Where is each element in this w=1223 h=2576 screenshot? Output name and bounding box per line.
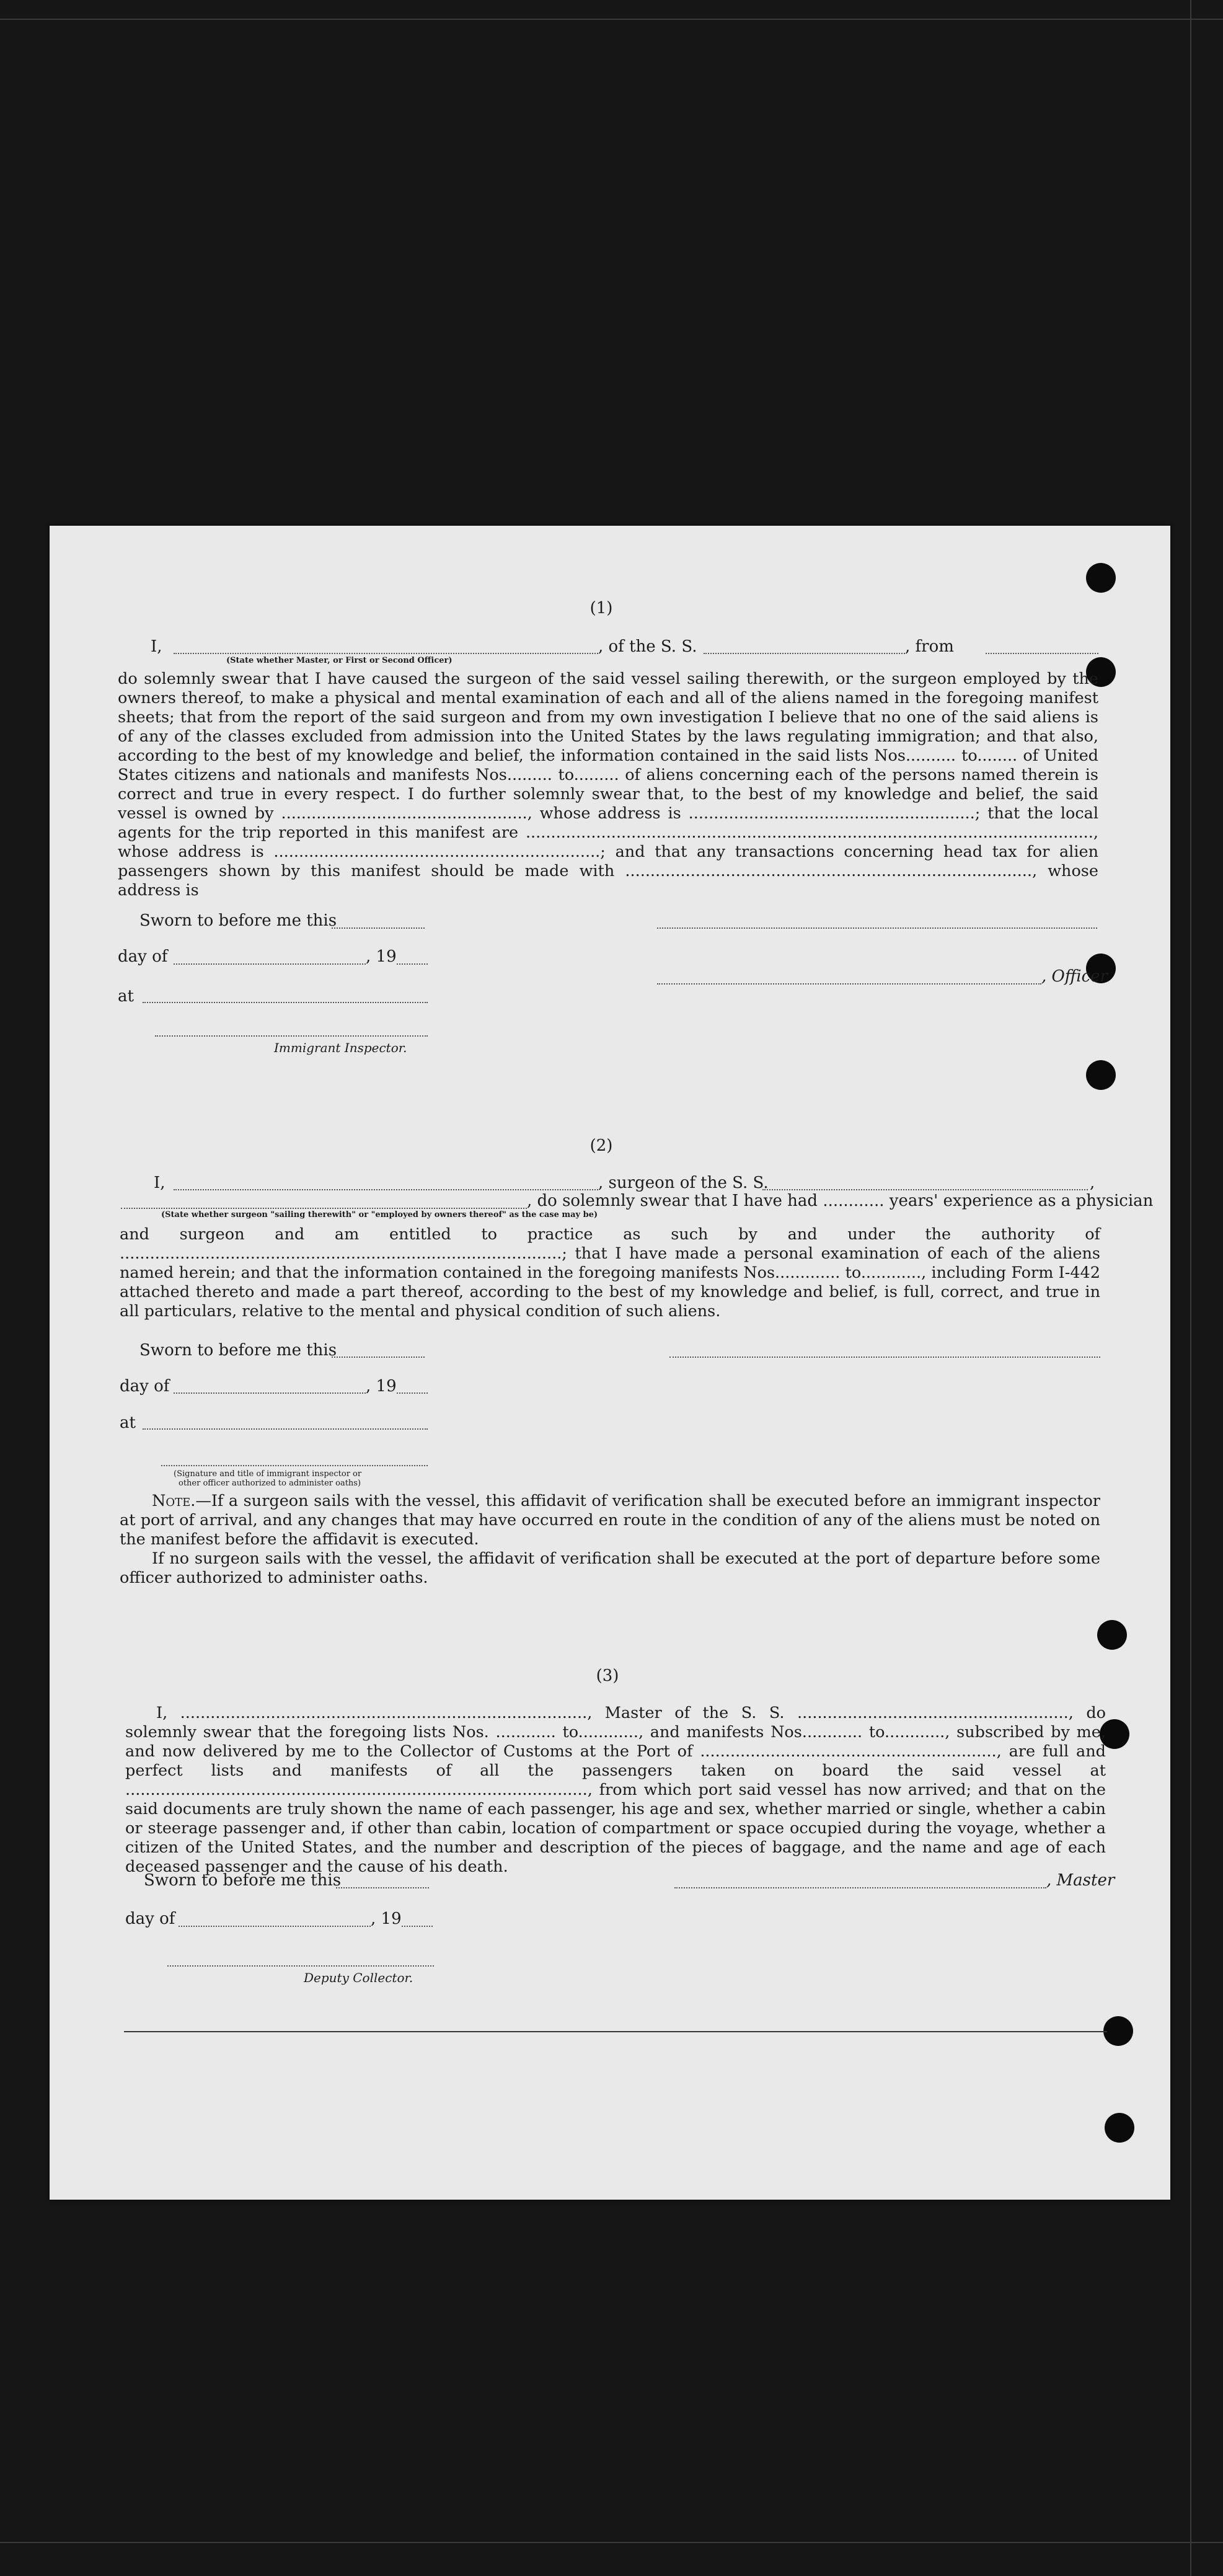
blank-sworn-date: [336, 1887, 429, 1888]
blank-inspector-signature: [161, 1465, 428, 1466]
blank-year: [397, 963, 428, 965]
caption-surgeon-status: (State whether surgeon "sailing therewith" or "employed by owners thereof" as the case may be): [161, 1210, 598, 1219]
master-oath-body: I, ................................................................................., Master of the S. S. ......................................................, do solemnly swear that the foregoing lists Nos. ............ to............, and manifests Nos............ to............, subscribed by me, and now delivered by me to the Collector of Customs at the Port of ..........................................................., are full and perfect lists and manifests of all the passengers taken on board the said vessel at ............................................................................................, from which port said vessel has now arrived; and that on the said documents are truly shown the name of each passenger, his age and sex, whether married or single, whether a cabin or steerage passenger and, if other than cabin, location of compartment or space occupied during the voyage, whether a citizen of the United States, and the number and description of the pieces of baggage, and the name and age of each deceased passenger and the cause of his death.: [125, 1704, 1106, 1876]
blank-surgeon-signature: [669, 1357, 1100, 1358]
punch-hole: [1086, 1060, 1116, 1090]
manifest-page: [50, 526, 1170, 2200]
blank-surgeon-name: [174, 1189, 598, 1190]
blank-vessel-name: [762, 1189, 1088, 1190]
blank-month: [174, 1392, 366, 1394]
film-frame-line-right: [1190, 0, 1191, 2576]
blank-sworn-date: [332, 927, 425, 929]
blank-officer-rank: [174, 653, 598, 654]
film-frame-line-bottom: [0, 2542, 1223, 2543]
blank-signature: [657, 927, 1097, 929]
blank-inspector-signature: [155, 1035, 428, 1037]
film-frame-line-top: [0, 19, 1223, 20]
day-of-text: day of: [125, 1910, 175, 1928]
sworn-text: Sworn to before me this: [139, 911, 337, 930]
bottom-rule: [124, 2031, 1107, 2032]
section-number: (1): [589, 599, 613, 617]
text-from: , from: [905, 637, 954, 656]
blank-port-from: [986, 653, 1098, 654]
blank-sworn-date: [332, 1357, 425, 1358]
blank-month: [179, 1926, 371, 1927]
master-label: , Master: [1046, 1871, 1115, 1890]
section-number: (2): [589, 1136, 613, 1155]
year-text: , 19: [366, 1377, 397, 1396]
note2-paragraph: If no surgeon sails with the vessel, the affidavit of verification shall be executed at the port of departure before some officer authorized to administer oaths.: [120, 1549, 1100, 1587]
caption-signature-1: (Signature and title of immigrant inspector or: [174, 1469, 362, 1479]
punch-hole: [1097, 1620, 1127, 1650]
blank-place: [143, 1428, 428, 1430]
sworn-text: Sworn to before me this: [139, 1341, 337, 1360]
caption-signature-2: other officer authorized to administer oaths): [179, 1479, 361, 1488]
text-experience: , do solemnly swear that I have had ............ years' experience as a physician: [527, 1192, 1154, 1210]
day-of-text: day of: [120, 1377, 170, 1396]
day-of-text: day of: [118, 947, 168, 966]
text-i: I,: [154, 1174, 166, 1192]
year-text: , 19: [371, 1910, 402, 1928]
punch-hole: [1086, 563, 1116, 593]
text-surgeon-of-ss: , surgeon of the S. S.: [598, 1174, 769, 1192]
officer-label: , Officer: [1041, 967, 1108, 986]
caption-officer-rank: (State whether Master, or First or Second Officer): [226, 656, 453, 665]
at-text: at: [118, 987, 134, 1006]
text-comma: ,: [1090, 1174, 1095, 1192]
blank-officer-signature: [657, 983, 1041, 985]
blank-month: [174, 963, 366, 965]
blank-master-signature: [674, 1887, 1046, 1888]
note-text: —If a surgeon sails with the vessel, this affidavit of verification shall be executed before an immigrant inspector at port of arrival, and any changes that may have occurred en route in the condition of any of the aliens must be noted on the manifest before the affidavit is executed.: [120, 1492, 1100, 1549]
punch-hole: [1105, 2113, 1134, 2143]
blank-place: [143, 1002, 428, 1003]
sworn-text: Sworn to before me this: [144, 1871, 342, 1890]
blank-collector-signature: [167, 1965, 434, 1967]
text-of-the-ss: , of the S. S.: [598, 637, 697, 656]
blank-surgeon-status: [121, 1208, 527, 1209]
inspector-label: Immigrant Inspector.: [274, 1040, 407, 1055]
blank-year: [397, 1392, 428, 1394]
text-i: I,: [151, 637, 162, 656]
year-text: , 19: [366, 947, 397, 966]
note-paragraph: [120, 1492, 1100, 1549]
blank-year: [402, 1926, 433, 1927]
collector-label: Deputy Collector.: [304, 1970, 413, 1985]
oath-body: do solemnly swear that I have caused the surgeon of the said vessel sailing therewith, or the surgeon employed by the owners thereof, to make a physical and mental examination of each and all of the aliens named in the foregoing manifest sheets; that from the report of the said surgeon and from my own investigation I believe that no one of the said aliens is of any of the classes excluded from admission into the United States by the laws regulating immigration; and that also, according to the best of my knowledge and belief, the information contained in the said lists Nos.......... to........ of United States citizens and nationals and manifests Nos......... to......... of aliens concerning each of the persons named therein is correct and true in every respect. I do further solemnly swear that, to the best of my knowledge and belief, the said vessel is owned by ................................................., whose address is .........................................................; that the local agents for the trip reported in this manifest are ................................................................................................................., whose address is .................................................................; and that any transactions concerning head tax for alien passengers shown by this manifest should be made with ................................................................................., whose address is: [118, 670, 1098, 900]
section-number: (3): [596, 1666, 619, 1685]
blank-vessel-name: [704, 653, 905, 654]
at-text: at: [120, 1414, 136, 1432]
surgeon-oath-body: and surgeon and am entitled to practice as such by and under the authority of ........................................................................................; that I have made a personal examination of each of the aliens named herein; and that the information contained in the foregoing manifests Nos............. to............, including Form I-442 attached thereto and made a part thereof, according to the best of my knowledge and belief, is full, correct, and true in all particulars, relative to the mental and physical condition of such aliens.: [120, 1225, 1100, 1321]
punch-hole: [1103, 2016, 1133, 2046]
note-label: Note.: [152, 1492, 196, 1510]
